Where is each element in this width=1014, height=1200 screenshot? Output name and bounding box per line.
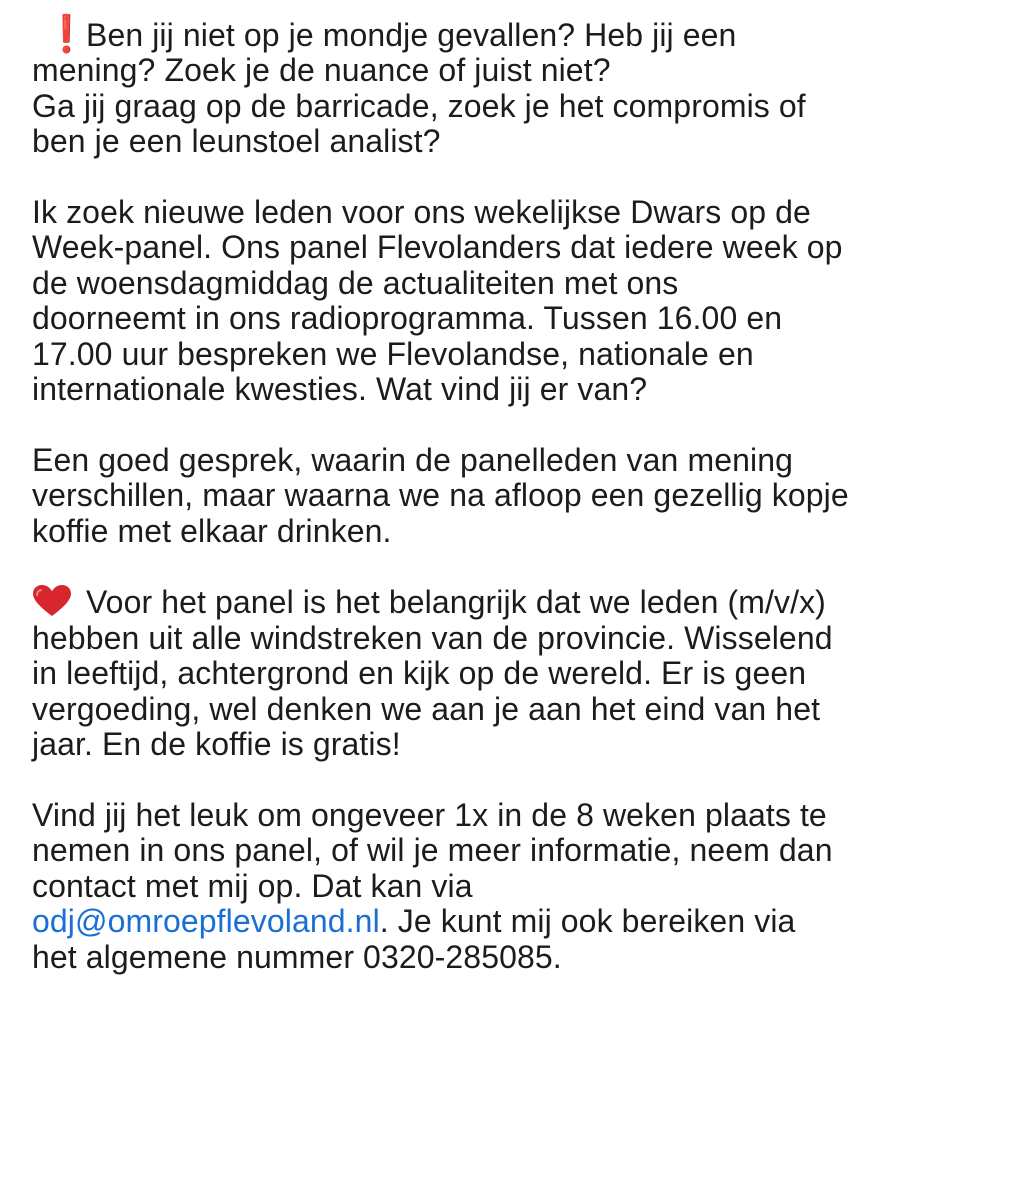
- text-line: [32, 904, 992, 939]
- paragraph-contact: [32, 798, 992, 975]
- text-line: nemen in ons panel, of wil je meer informatie, neem dan: [32, 832, 833, 869]
- text-line: Vind jij het leuk om ongeveer 1x in de 8 weken plaats te: [32, 796, 827, 833]
- text-line: hebben uit alle windstreken van de provincie. Wisselend: [32, 619, 833, 656]
- text-line: verschillen, maar waarna we na afloop een gezellig kopje: [32, 477, 849, 514]
- text-line: de woensdagmiddag de actualiteiten met ons: [32, 264, 679, 301]
- text-line: Week-panel. Ons panel Flevolanders dat iedere week op: [32, 229, 843, 266]
- text-line: contact met mij op. Dat kan via: [32, 867, 473, 904]
- text-line: koffie met elkaar drinken.: [32, 512, 392, 549]
- paragraph-gap: [32, 762, 992, 797]
- text-line: in leeftijd, achtergrond en kijk op de wereld. Er is geen: [32, 655, 807, 692]
- text-line: het algemene nummer 0320-285085.: [32, 938, 562, 975]
- text-line: ben je een leunstoel analist?: [32, 123, 441, 160]
- paragraph-intro: [32, 13, 992, 160]
- paragraph-panel: [32, 195, 992, 407]
- red-heart-icon: [32, 584, 72, 618]
- paragraph-conversation: [32, 443, 992, 549]
- post-body: [32, 13, 992, 975]
- text-line: internationale kwesties. Wat vind jij er van?: [32, 371, 648, 408]
- text-line: 17.00 uur bespreken we Flevolandse, nationale en: [32, 335, 754, 372]
- text-line: mening? Zoek je de nuance of juist niet?: [32, 52, 611, 89]
- text-line: doorneemt in ons radioprogramma. Tussen 16.00 en: [32, 300, 783, 337]
- text-line: Ik zoek nieuwe leden voor ons wekelijkse Dwars op de: [32, 194, 811, 231]
- text-segment: Ben jij niet op je mondje gevallen? Heb jij een: [86, 17, 737, 53]
- paragraph-requirements: [32, 584, 992, 762]
- red-exclamation-icon: ❗: [44, 13, 89, 54]
- text-line: Ga jij graag op de barricade, zoek je het compromis of: [32, 87, 806, 124]
- paragraph-gap: [32, 160, 992, 195]
- paragraph-gap: [32, 549, 992, 584]
- text-segment: . Je kunt mij ook bereiken via: [379, 903, 796, 940]
- text-segment: Voor het panel is het belangrijk dat we leden (m/v/x): [86, 584, 826, 621]
- text-line: jaar. En de koffie is gratis!: [32, 726, 401, 763]
- text-line: Een goed gesprek, waarin de panelleden van mening: [32, 441, 793, 478]
- text-line: vergoeding, wel denken we aan je aan het eind van het: [32, 690, 821, 727]
- paragraph-gap: [32, 407, 992, 442]
- text-line: [32, 13, 992, 54]
- text-line: [32, 584, 992, 620]
- email-link[interactable]: odj@omroepflevoland.nl: [32, 903, 380, 940]
